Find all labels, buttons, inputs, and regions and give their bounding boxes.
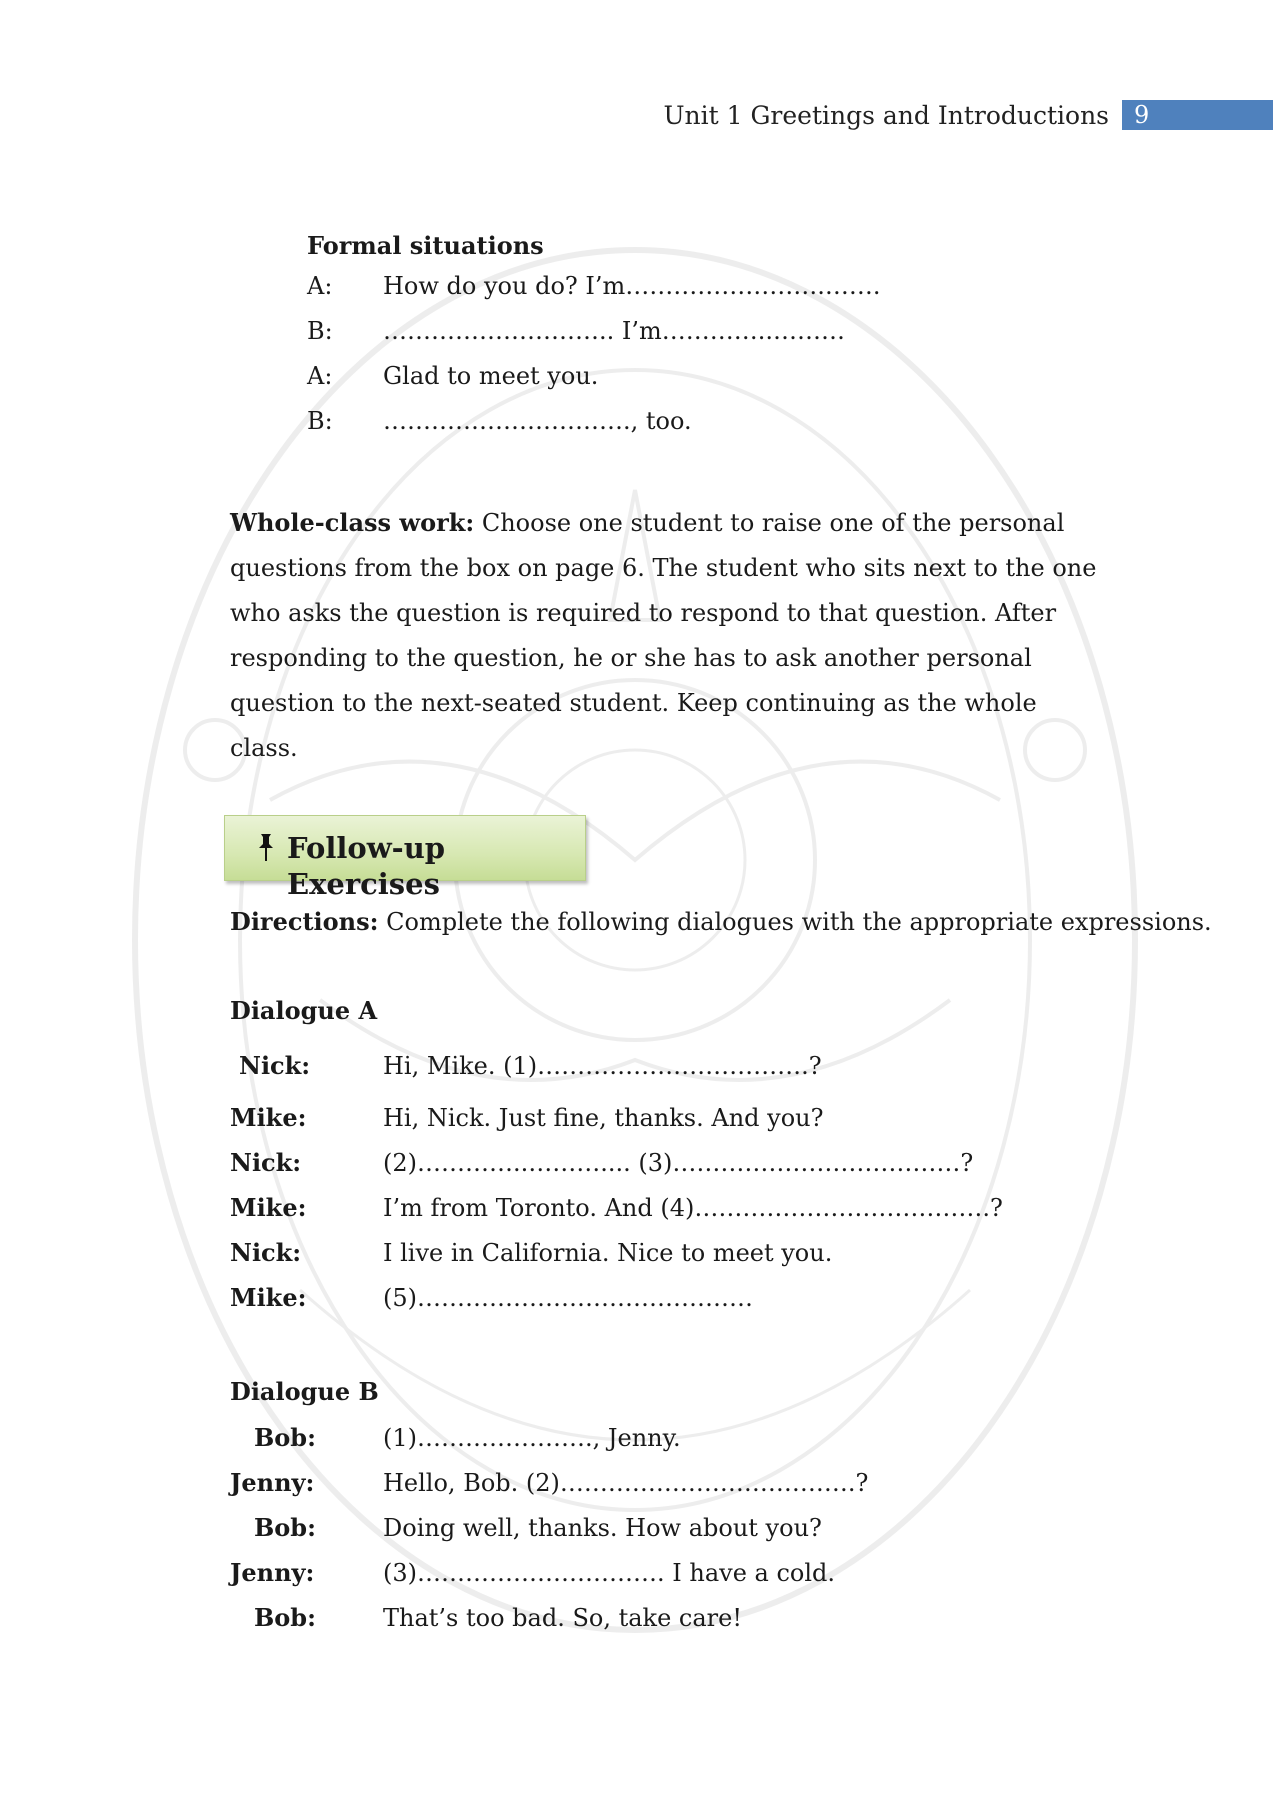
directions xyxy=(230,906,1212,938)
utterance: (3)…………………………. I have a cold. xyxy=(383,1559,836,1587)
utterance: That’s too bad. So, take care! xyxy=(383,1604,743,1632)
speaker: Mike: xyxy=(230,1283,307,1312)
utterance: How do you do? I’m…………………….……. xyxy=(383,272,881,300)
whole-class-text: Choose one student to raise one of the personal questions from the box on page 6. The student who sits next to the one who asks the question is required to respond to that question. After responding to the question, he or she has to ask another personal question to the next-seated student. Keep continuing as the whole class. xyxy=(230,509,1097,762)
directions-label: Directions: xyxy=(230,907,379,936)
dialogue-line xyxy=(0,1192,1273,1237)
utterance: Hi, Nick. Just fine, thanks. And you? xyxy=(383,1104,824,1132)
dialogue-line xyxy=(0,270,1273,315)
utterance: Hello, Bob. (2)……………………………….? xyxy=(383,1469,869,1497)
formal-dialogue xyxy=(0,270,1273,450)
utterance: Doing well, thanks. How about you? xyxy=(383,1514,822,1542)
page-number-tab: 9 xyxy=(1122,100,1273,130)
speaker: Mike: xyxy=(230,1103,307,1132)
dialogue-line xyxy=(0,1050,1273,1102)
follow-up-exercises-banner xyxy=(224,815,586,901)
speaker: Bob: xyxy=(254,1603,316,1632)
speaker: Bob: xyxy=(254,1513,316,1542)
chapter-title: Unit 1 Greetings and Introductions xyxy=(663,101,1109,130)
whole-class-work-paragraph xyxy=(230,500,1110,771)
utterance: I live in California. Nice to meet you. xyxy=(383,1239,833,1267)
directions-text: Complete the following dialogues with the appropriate expressions. xyxy=(378,908,1212,936)
dialogue-line xyxy=(0,1467,1273,1512)
dialogue-b-heading: Dialogue B xyxy=(230,1377,379,1406)
speaker: Nick: xyxy=(230,1148,302,1177)
utterance: (2)…………..……….... (3)………………………………? xyxy=(383,1149,974,1177)
speaker: Mike: xyxy=(230,1193,307,1222)
speaker: B: xyxy=(307,317,333,345)
dialogue-line xyxy=(0,1282,1273,1327)
speaker: B: xyxy=(307,407,333,435)
utterance: (5)…………………………………… xyxy=(383,1284,753,1312)
dialogue-line xyxy=(0,1422,1273,1467)
dialogue-line xyxy=(0,315,1273,360)
running-header xyxy=(0,100,1273,132)
utterance: I’m from Toronto. And (4)……………………………….? xyxy=(383,1194,1003,1222)
utterance: …………………………., too. xyxy=(383,407,692,435)
speaker: Bob: xyxy=(254,1423,316,1452)
pushpin-icon xyxy=(257,832,275,862)
dialogue-line xyxy=(0,405,1273,450)
dialogue-line xyxy=(0,1102,1273,1147)
utterance: Hi, Mike. (1)…………………………….? xyxy=(383,1052,822,1080)
dialogue-line xyxy=(0,360,1273,405)
dialogue-line xyxy=(0,1512,1273,1557)
speaker: Jenny: xyxy=(230,1558,315,1587)
speaker: A: xyxy=(307,362,333,390)
dialogue-b xyxy=(0,1422,1273,1647)
speaker: Nick: xyxy=(230,1238,302,1267)
speaker: Jenny: xyxy=(230,1468,315,1497)
utterance: (1)…………………., Jenny. xyxy=(383,1424,681,1452)
dialogue-line xyxy=(0,1557,1273,1602)
dialogue-a-heading: Dialogue A xyxy=(230,996,378,1025)
dialogue-a xyxy=(0,1050,1273,1327)
follow-up-title: Follow-up Exercises xyxy=(287,831,446,901)
whole-class-label: Whole-class work: xyxy=(230,508,475,537)
dialogue-line xyxy=(0,1602,1273,1647)
speaker: A: xyxy=(307,272,333,300)
utterance: ……………………….. I’m…………..……… xyxy=(383,317,846,345)
dialogue-line xyxy=(0,1147,1273,1192)
speaker: Nick: xyxy=(239,1051,311,1080)
utterance: Glad to meet you. xyxy=(383,362,599,390)
formal-situations-heading: Formal situations xyxy=(307,231,544,260)
dialogue-line xyxy=(0,1237,1273,1282)
